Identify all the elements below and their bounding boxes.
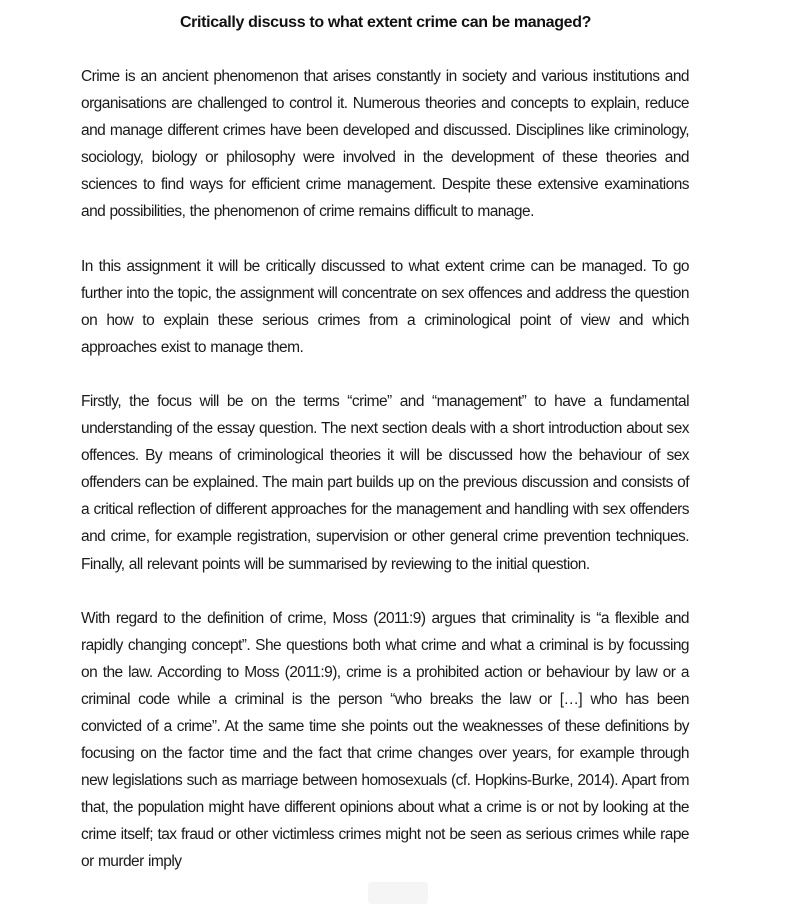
essay-title: Critically discuss to what extent crime can be managed? [179,14,592,31]
paragraph-essay-structure: Firstly, the focus will be on the terms “crime” and “management” to have a fundamental understanding of the essay question. The next section deals with a short introduction about sex offences. By means of criminological theories it will be discussed how the behaviour of sex offenders can be explained. The main part builds up on the previous discussion and consists of a critical reflection of different approaches for the management and handling with sex offenders and crime, for example registration, supervision or other general crime prevention techniques. Finally, all relevant points will be summarised by reviewing to the initial question. [81,392,689,573]
paragraph-introduction: Crime is an ancient phenomenon that arises constantly in society and various institutions and organisations are challenged to control it. Numerous theories and concepts to explain, reduce and manage different crimes have been developed and discussed. Disciplines like criminology, sociology, biology or philosophy were involved in the development of these theories and sciences to find ways for efficient crime management. Despite these extensive examinations and possibilities, the phenomenon of crime remains difficult to manage. [81,68,689,221]
paragraph-assignment-scope: In this assignment it will be critically discussed to what extent crime can be managed. To go further into the topic, the assignment will concentrate on sex offences and address the question on how to explain these serious crimes from a criminological point of view and which approaches exist to manage them. [81,257,689,356]
essay-body [81,63,689,903]
paragraph-crime-definition: With regard to the definition of crime, Moss (2011:9) argues that criminality is “a flexible and rapidly changing concept”. She questions both what crime and what a criminal is by focussing on the law. According to Moss (2011:9), crime is a prohibited action or behaviour by law or a criminal code while a criminal is the person “who breaks the law or […] who has been convicted of a crime”. At the same time she points out the weaknesses of these definitions by focusing on the factor time and the fact that crime changes over years, for example through new legislations such as marriage between homosexuals (cf. Hopkins-Burke, 2014). Apart from that, the population might have different opinions about what a crime is or not by looking at the crime itself; tax fraud or other victimless crimes might not be seen as serious crimes while rape or murder imply [81,609,689,871]
